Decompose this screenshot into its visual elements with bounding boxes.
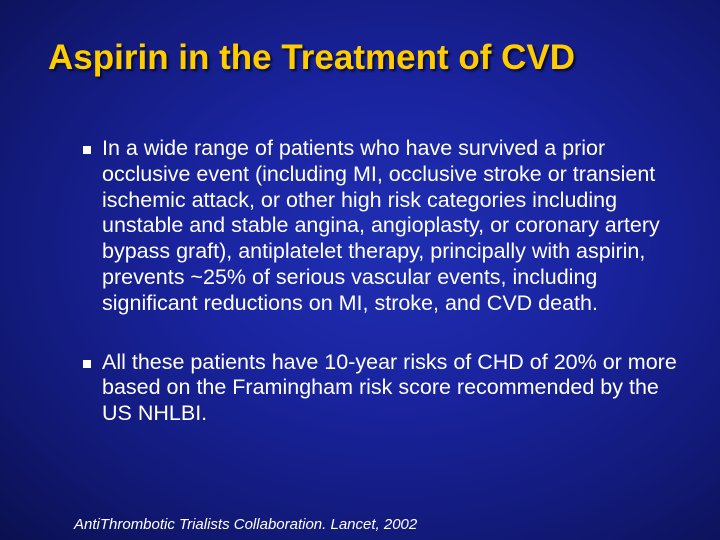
square-bullet-icon xyxy=(83,360,91,368)
bullet-text: All these patients have 10-year risks of CHD of 20% or more based on the Framingham risk score recommended by the US NHLBI. xyxy=(102,349,677,426)
square-bullet-icon xyxy=(83,146,91,154)
bullet-list xyxy=(80,136,680,427)
bullet-text: In a wide range of patients who have survived a prior occlusive event (including MI, occlusive stroke or transient ischemic attack, or other high risk categories including unstable and stable angina, angioplasty, or coronary artery bypass graft), antiplatelet therapy, principally with aspirin, prevents ~25% of serious vascular events, including significant reductions on MI, stroke, and CVD death. xyxy=(102,136,660,315)
slide-title: Aspirin in the Treatment of CVD xyxy=(48,38,575,77)
bullet-item xyxy=(80,136,680,317)
citation: AntiThrombotic Trialists Collaboration. Lancet, 2002 xyxy=(74,516,418,533)
bullet-item xyxy=(80,350,680,427)
